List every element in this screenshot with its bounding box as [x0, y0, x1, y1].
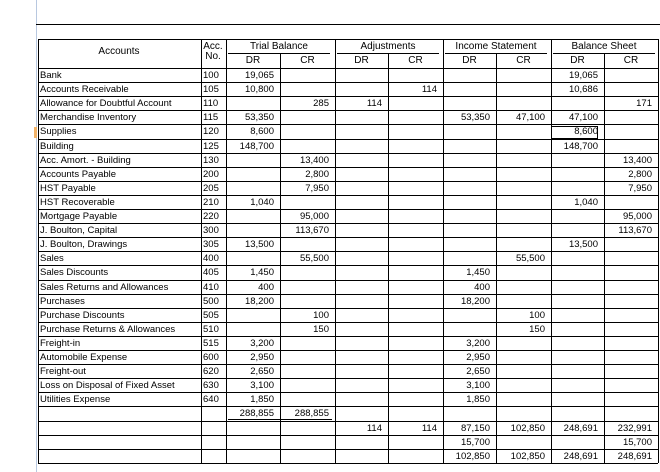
- cell-tb-cr[interactable]: [280, 337, 335, 351]
- total-bs-cr[interactable]: 232,991: [617, 423, 652, 434]
- cell-tb-cr[interactable]: [280, 295, 335, 309]
- cell-adj-cr[interactable]: 114: [421, 84, 437, 95]
- cell-is-dr[interactable]: [443, 168, 496, 182]
- cell-bs-cr[interactable]: 13,400: [622, 155, 652, 166]
- active-row-marker: [34, 127, 37, 138]
- grid-right-border: [658, 39, 659, 463]
- cell-is-cr[interactable]: [496, 125, 551, 139]
- sheet-edge-line: [36, 0, 37, 472]
- total-bs-dr[interactable]: 248,691: [563, 451, 598, 462]
- cell-adj-dr[interactable]: [335, 351, 388, 365]
- cell-bs-cr[interactable]: [604, 83, 658, 97]
- total-tb-dr[interactable]: [226, 436, 280, 450]
- account-name[interactable]: Accounts Payable: [40, 169, 117, 180]
- cell-tb-dr[interactable]: 2,950: [250, 352, 274, 363]
- total-adj-dr[interactable]: [335, 436, 388, 450]
- cell-tb-cr[interactable]: 95,000: [299, 211, 329, 222]
- cell-bs-cr[interactable]: [604, 309, 658, 323]
- cell-bs-cr[interactable]: 7,950: [628, 183, 652, 194]
- account-name[interactable]: Automobile Expense: [40, 352, 128, 363]
- cell-is-dr[interactable]: [443, 252, 496, 266]
- cell-is-dr[interactable]: 3,100: [466, 380, 490, 391]
- cell-bs-dr[interactable]: [551, 252, 604, 266]
- cell-bs-dr[interactable]: [551, 351, 604, 365]
- cell-is-dr[interactable]: [443, 238, 496, 252]
- cell-is-dr[interactable]: 1,450: [466, 267, 490, 278]
- cell-bs-cr[interactable]: 113,670: [618, 225, 652, 236]
- header-is-dr: DR: [462, 55, 477, 66]
- cell-tb-dr[interactable]: 3,100: [250, 380, 274, 391]
- account-name[interactable]: HST Recoverable: [40, 197, 115, 208]
- cell-tb-dr[interactable]: 10,800: [244, 84, 274, 95]
- cell-is-cr[interactable]: 150: [529, 324, 545, 335]
- cell-adj-dr[interactable]: [335, 196, 388, 210]
- cell-adj-cr[interactable]: [388, 210, 443, 224]
- account-number[interactable]: 120: [203, 126, 219, 137]
- cell-tb-cr[interactable]: [280, 196, 335, 210]
- cell-bs-dr[interactable]: 148,700: [563, 141, 598, 152]
- cell-tb-dr[interactable]: 3,200: [250, 338, 274, 349]
- cell-tb-cr[interactable]: [280, 140, 335, 154]
- total-is-cr[interactable]: [496, 407, 551, 421]
- cell-is-cr[interactable]: 47,100: [515, 112, 545, 123]
- cell-tb-dr[interactable]: [226, 323, 280, 337]
- total-tb-dr[interactable]: 288,855: [239, 408, 274, 419]
- cell-is-cr[interactable]: [496, 238, 551, 252]
- account-name[interactable]: Purchase Discounts: [40, 310, 125, 321]
- cell-bs-cr[interactable]: 2,800: [628, 169, 652, 180]
- header-tb-cr: CR: [300, 55, 315, 66]
- account-name[interactable]: Utilities Expense: [40, 394, 111, 405]
- header-tb-dr: DR: [245, 55, 261, 66]
- cell-bs-dr[interactable]: [551, 97, 604, 111]
- cell-bs-dr[interactable]: [551, 337, 604, 351]
- cell-bs-cr[interactable]: [604, 140, 658, 154]
- cell-is-cr[interactable]: [496, 97, 551, 111]
- cell-adj-cr[interactable]: [388, 252, 443, 266]
- account-name[interactable]: Supplies: [40, 126, 77, 137]
- header-balance-sheet: Balance Sheet: [571, 41, 637, 52]
- cell-adj-cr[interactable]: [388, 365, 443, 379]
- cell-tb-dr[interactable]: 53,350: [244, 112, 274, 123]
- cell-bs-dr[interactable]: [551, 295, 604, 309]
- cell-tb-dr[interactable]: 19,065: [244, 70, 274, 81]
- account-number[interactable]: 110: [203, 98, 219, 109]
- total-adj-dr[interactable]: 114: [366, 423, 382, 434]
- cell-tb-dr[interactable]: 148,700: [239, 141, 274, 152]
- cell-is-cr[interactable]: [496, 365, 551, 379]
- cell-tb-cr[interactable]: [280, 266, 335, 280]
- account-number[interactable]: 505: [203, 310, 219, 321]
- cell-adj-cr[interactable]: [388, 97, 443, 111]
- top-border: [36, 24, 660, 25]
- cell-bs-dr[interactable]: [551, 379, 604, 393]
- cell-is-cr[interactable]: [496, 337, 551, 351]
- total-tb-dr[interactable]: [226, 450, 280, 464]
- cell-adj-cr[interactable]: [388, 295, 443, 309]
- cell-adj-dr[interactable]: [335, 309, 388, 323]
- account-number[interactable]: 510: [203, 324, 219, 335]
- cell-is-dr[interactable]: [443, 210, 496, 224]
- account-name[interactable]: Bank: [40, 70, 62, 81]
- cell-tb-dr[interactable]: [226, 252, 280, 266]
- account-number[interactable]: 410: [203, 282, 219, 293]
- cell-adj-dr[interactable]: [335, 69, 388, 83]
- total-adj-dr[interactable]: [335, 407, 388, 421]
- cell-adj-cr[interactable]: [388, 337, 443, 351]
- cell-adj-cr[interactable]: [388, 154, 443, 168]
- cell-adj-cr[interactable]: [388, 351, 443, 365]
- cell-bs-dr[interactable]: 10,686: [568, 84, 598, 95]
- cell-bs-cr[interactable]: [604, 281, 658, 295]
- header-acc-no-line1: Acc.: [203, 41, 223, 52]
- cell-adj-cr[interactable]: [388, 168, 443, 182]
- cell-bs-cr[interactable]: 171: [636, 98, 652, 109]
- cell-tb-cr[interactable]: 285: [313, 98, 329, 109]
- cell-adj-cr[interactable]: [388, 69, 443, 83]
- cell-adj-cr[interactable]: [388, 125, 443, 139]
- total-is-dr[interactable]: 15,700: [460, 437, 490, 448]
- cell-tb-cr[interactable]: [280, 69, 335, 83]
- total-is-cr[interactable]: 102,850: [510, 423, 545, 434]
- total-tb-cr[interactable]: [280, 436, 335, 450]
- cell-tb-cr[interactable]: [280, 365, 335, 379]
- cell-adj-dr[interactable]: [335, 168, 388, 182]
- account-name[interactable]: Freight-in: [40, 338, 81, 349]
- cell-is-dr[interactable]: 2,950: [466, 352, 490, 363]
- cell-bs-cr[interactable]: [604, 238, 658, 252]
- cell-is-cr[interactable]: [496, 266, 551, 280]
- cell-is-dr[interactable]: [443, 196, 496, 210]
- cell-is-dr[interactable]: 3,200: [466, 338, 490, 349]
- account-name[interactable]: Building: [40, 141, 74, 152]
- cell-tb-dr[interactable]: 8,600: [250, 126, 274, 137]
- cell-adj-cr[interactable]: [388, 182, 443, 196]
- cell-is-dr[interactable]: [443, 125, 496, 139]
- header-adj-cr: CR: [408, 55, 423, 66]
- cell-is-dr[interactable]: [443, 154, 496, 168]
- account-name[interactable]: Sales Discounts: [40, 267, 109, 278]
- cell-adj-cr[interactable]: [388, 224, 443, 238]
- account-name[interactable]: Merchandise Inventory: [40, 112, 137, 123]
- cell-bs-dr[interactable]: [551, 210, 604, 224]
- cell-bs-cr[interactable]: [604, 196, 658, 210]
- account-number[interactable]: 515: [203, 338, 219, 349]
- cell-tb-cr[interactable]: [280, 393, 335, 407]
- total-adj-cr[interactable]: [388, 407, 443, 421]
- cell-bs-dr[interactable]: [551, 154, 604, 168]
- header-bs-dr: DR: [570, 55, 585, 66]
- cell-is-dr[interactable]: [443, 323, 496, 337]
- account-number[interactable]: 500: [203, 296, 219, 307]
- cell-tb-cr[interactable]: [280, 83, 335, 97]
- cell-tb-dr[interactable]: 400: [258, 282, 274, 293]
- cell-bs-dr[interactable]: [551, 281, 604, 295]
- cell-is-dr[interactable]: 400: [474, 282, 490, 293]
- cell-is-dr[interactable]: 53,350: [460, 112, 490, 123]
- cell-tb-cr[interactable]: 55,500: [299, 253, 329, 264]
- cell-adj-cr[interactable]: [388, 196, 443, 210]
- cell-tb-cr[interactable]: 113,670: [295, 225, 329, 236]
- cell-adj-cr[interactable]: [388, 393, 443, 407]
- cell-bs-cr[interactable]: [604, 393, 658, 407]
- cell-tb-cr[interactable]: 2,800: [305, 169, 329, 180]
- cell-tb-dr[interactable]: [226, 97, 280, 111]
- cell-adj-dr[interactable]: [335, 154, 388, 168]
- cell-bs-dr[interactable]: [551, 365, 604, 379]
- cell-is-cr[interactable]: [496, 351, 551, 365]
- cell-tb-dr[interactable]: 1,040: [250, 197, 274, 208]
- cell-adj-cr[interactable]: [388, 111, 443, 125]
- cell-adj-cr[interactable]: [388, 238, 443, 252]
- cell-adj-dr[interactable]: [335, 125, 388, 139]
- cell-adj-dr[interactable]: [335, 224, 388, 238]
- account-name[interactable]: Purchases: [40, 296, 85, 307]
- account-name[interactable]: Sales Returns and Allowances: [40, 282, 169, 293]
- cell-tb-dr[interactable]: 13,500: [244, 239, 274, 250]
- cell-adj-cr[interactable]: [388, 309, 443, 323]
- total-is-dr[interactable]: 102,850: [455, 451, 490, 462]
- account-name[interactable]: Freight-out: [40, 366, 86, 377]
- cell-is-cr[interactable]: [496, 168, 551, 182]
- header-adj-dr: DR: [354, 55, 369, 66]
- cell-is-dr[interactable]: [443, 97, 496, 111]
- total-bs-dr[interactable]: [551, 407, 604, 421]
- cell-adj-cr[interactable]: [388, 266, 443, 280]
- account-number[interactable]: 620: [203, 366, 219, 377]
- total-tb-dr[interactable]: [226, 422, 280, 436]
- cell-bs-cr[interactable]: [604, 252, 658, 266]
- total-bs-cr[interactable]: 248,691: [617, 451, 652, 462]
- cell-is-cr[interactable]: [496, 154, 551, 168]
- cell-tb-dr[interactable]: 1,850: [250, 394, 274, 405]
- cell-bs-cr[interactable]: [604, 365, 658, 379]
- cell-adj-dr[interactable]: [335, 182, 388, 196]
- cell-adj-dr[interactable]: [335, 238, 388, 252]
- account-name[interactable]: J. Boulton, Drawings: [40, 239, 128, 250]
- cell-tb-dr[interactable]: [226, 210, 280, 224]
- cell-adj-cr[interactable]: [388, 323, 443, 337]
- cell-tb-cr[interactable]: 150: [313, 324, 329, 335]
- cell-tb-dr[interactable]: 18,200: [244, 296, 274, 307]
- total-bs-cr[interactable]: 15,700: [622, 437, 652, 448]
- header-bs-cr: CR: [623, 55, 639, 66]
- cell-is-cr[interactable]: 55,500: [515, 253, 545, 264]
- cell-is-dr[interactable]: [443, 69, 496, 83]
- cell-adj-dr[interactable]: [335, 365, 388, 379]
- cell-bs-cr[interactable]: [604, 323, 658, 337]
- account-number[interactable]: 600: [203, 352, 219, 363]
- cell-bs-dr[interactable]: [551, 393, 604, 407]
- account-number[interactable]: 405: [203, 267, 219, 278]
- cell-bs-dr[interactable]: [551, 224, 604, 238]
- total-is-cr[interactable]: [496, 436, 551, 450]
- account-name[interactable]: Allowance for Doubtful Account: [40, 98, 172, 109]
- cell-tb-cr[interactable]: [280, 351, 335, 365]
- cell-is-cr[interactable]: 100: [529, 310, 545, 321]
- cell-tb-cr[interactable]: [280, 238, 335, 252]
- account-number[interactable]: 200: [203, 169, 219, 180]
- cell-is-dr[interactable]: 18,200: [460, 296, 490, 307]
- cell-bs-cr[interactable]: [604, 111, 658, 125]
- group-underline: [228, 53, 330, 54]
- cell-bs-dr[interactable]: [551, 266, 604, 280]
- cell-is-dr[interactable]: [443, 309, 496, 323]
- total-is-cr[interactable]: 102,850: [510, 451, 545, 462]
- cell-tb-dr[interactable]: [226, 309, 280, 323]
- cell-is-dr[interactable]: [443, 83, 496, 97]
- account-number[interactable]: 100: [203, 70, 219, 81]
- account-number[interactable]: 220: [203, 211, 219, 222]
- cell-is-cr[interactable]: [496, 196, 551, 210]
- account-number[interactable]: 125: [203, 141, 219, 152]
- account-number[interactable]: 640: [203, 394, 219, 405]
- cell-tb-dr[interactable]: [226, 224, 280, 238]
- cell-adj-dr[interactable]: [335, 111, 388, 125]
- cell-is-dr[interactable]: 1,850: [466, 394, 490, 405]
- cell-adj-dr[interactable]: [335, 140, 388, 154]
- cell-tb-dr[interactable]: [226, 154, 280, 168]
- cell-adj-cr[interactable]: [388, 140, 443, 154]
- cell-adj-cr[interactable]: [388, 281, 443, 295]
- cell-bs-dr[interactable]: 1,040: [574, 197, 598, 208]
- account-number[interactable]: 130: [203, 155, 219, 166]
- account-number[interactable]: 300: [203, 225, 219, 236]
- cell-bs-dr[interactable]: 13,500: [568, 239, 598, 250]
- cell-adj-dr[interactable]: [335, 393, 388, 407]
- cell-adj-dr[interactable]: [335, 83, 388, 97]
- cell-adj-dr[interactable]: [335, 379, 388, 393]
- cell-is-dr[interactable]: [443, 140, 496, 154]
- header-income-statement: Income Statement: [455, 41, 537, 52]
- cell-tb-cr[interactable]: [280, 379, 335, 393]
- cell-tb-dr[interactable]: 1,450: [250, 267, 274, 278]
- cell-bs-cr[interactable]: [604, 351, 658, 365]
- total-is-dr[interactable]: [443, 407, 496, 421]
- account-number[interactable]: 630: [203, 380, 219, 391]
- cell-is-cr[interactable]: [496, 140, 551, 154]
- account-name[interactable]: J. Boulton, Capital: [40, 225, 118, 236]
- cell-tb-cr[interactable]: 13,400: [299, 155, 329, 166]
- account-name[interactable]: HST Payable: [40, 183, 96, 194]
- account-name[interactable]: Sales: [40, 253, 64, 264]
- cell-adj-dr[interactable]: [335, 210, 388, 224]
- cell-adj-dr[interactable]: [335, 266, 388, 280]
- cell-adj-dr[interactable]: [335, 295, 388, 309]
- cell-tb-cr[interactable]: [280, 281, 335, 295]
- account-name[interactable]: Loss on Disposal of Fixed Asset: [40, 380, 175, 391]
- cell-bs-dr[interactable]: [551, 168, 604, 182]
- cell-bs-dr[interactable]: [551, 309, 604, 323]
- header-acc-no-line2: No.: [205, 51, 221, 62]
- total-tb-cr[interactable]: 288,855: [294, 408, 329, 419]
- cell-bs-cr[interactable]: [604, 295, 658, 309]
- total-bs-cr[interactable]: [604, 407, 658, 421]
- total-bs-dr[interactable]: [551, 436, 604, 450]
- cell-is-cr[interactable]: [496, 182, 551, 196]
- cell-bs-cr[interactable]: [604, 125, 658, 139]
- cell-bs-dr[interactable]: 19,065: [568, 70, 598, 81]
- cell-is-dr[interactable]: [443, 224, 496, 238]
- cell-tb-dr[interactable]: [226, 182, 280, 196]
- cell-bs-cr[interactable]: [604, 379, 658, 393]
- total-tb-cr[interactable]: [280, 450, 335, 464]
- account-name[interactable]: Acc. Amort. - Building: [40, 155, 131, 166]
- cell-tb-cr[interactable]: 100: [313, 310, 329, 321]
- cell-is-dr[interactable]: [443, 182, 496, 196]
- cell-adj-dr[interactable]: [335, 281, 388, 295]
- account-name[interactable]: Accounts Receivable: [40, 84, 129, 95]
- cell-tb-cr[interactable]: [280, 125, 335, 139]
- cell-is-cr[interactable]: [496, 69, 551, 83]
- cell-adj-dr[interactable]: [335, 323, 388, 337]
- account-number[interactable]: 115: [203, 112, 219, 123]
- header-is-cr: CR: [516, 55, 531, 66]
- cell-bs-cr[interactable]: [604, 69, 658, 83]
- cell-is-cr[interactable]: [496, 210, 551, 224]
- cell-bs-dr[interactable]: 8,600: [574, 126, 598, 137]
- cell-tb-cr[interactable]: [280, 111, 335, 125]
- cell-is-cr[interactable]: [496, 393, 551, 407]
- cell-adj-dr[interactable]: [335, 252, 388, 266]
- account-number[interactable]: 105: [203, 84, 219, 95]
- cell-is-cr[interactable]: [496, 379, 551, 393]
- cell-bs-cr[interactable]: [604, 337, 658, 351]
- cell-adj-dr[interactable]: 114: [366, 98, 382, 109]
- account-number[interactable]: 210: [203, 197, 219, 208]
- cell-tb-dr[interactable]: [226, 168, 280, 182]
- cell-bs-dr[interactable]: [551, 182, 604, 196]
- account-name[interactable]: Mortgage Payable: [40, 211, 118, 222]
- header-top-line: [38, 39, 658, 40]
- account-number[interactable]: 305: [203, 239, 219, 250]
- cell-tb-dr[interactable]: 2,650: [250, 366, 274, 377]
- cell-bs-dr[interactable]: 47,100: [568, 112, 598, 123]
- total-is-dr[interactable]: 87,150: [460, 423, 490, 434]
- cell-is-dr[interactable]: 2,650: [466, 366, 490, 377]
- total-bs-dr[interactable]: 248,691: [563, 423, 598, 434]
- cell-adj-cr[interactable]: [388, 379, 443, 393]
- cell-is-cr[interactable]: [496, 83, 551, 97]
- cell-tb-cr[interactable]: 7,950: [305, 183, 329, 194]
- cell-bs-dr[interactable]: [551, 323, 604, 337]
- total-adj-dr[interactable]: [335, 450, 388, 464]
- total-adj-cr[interactable]: [388, 450, 443, 464]
- total-adj-cr[interactable]: 114: [421, 423, 437, 434]
- header-trial-balance: Trial Balance: [250, 41, 308, 52]
- cell-bs-cr[interactable]: 95,000: [622, 211, 652, 222]
- header-adjustments: Adjustments: [360, 41, 416, 52]
- total-adj-cr[interactable]: [388, 436, 443, 450]
- account-name[interactable]: Purchase Returns & Allowances: [40, 324, 176, 335]
- account-number[interactable]: 205: [203, 183, 219, 194]
- cell-bs-cr[interactable]: [604, 266, 658, 280]
- account-number[interactable]: 400: [203, 253, 219, 264]
- cell-is-cr[interactable]: [496, 224, 551, 238]
- cell-is-cr[interactable]: [496, 295, 551, 309]
- total-tb-cr[interactable]: [280, 422, 335, 436]
- header-accounts: Accounts: [98, 46, 140, 57]
- cell-is-cr[interactable]: [496, 281, 551, 295]
- cell-adj-dr[interactable]: [335, 337, 388, 351]
